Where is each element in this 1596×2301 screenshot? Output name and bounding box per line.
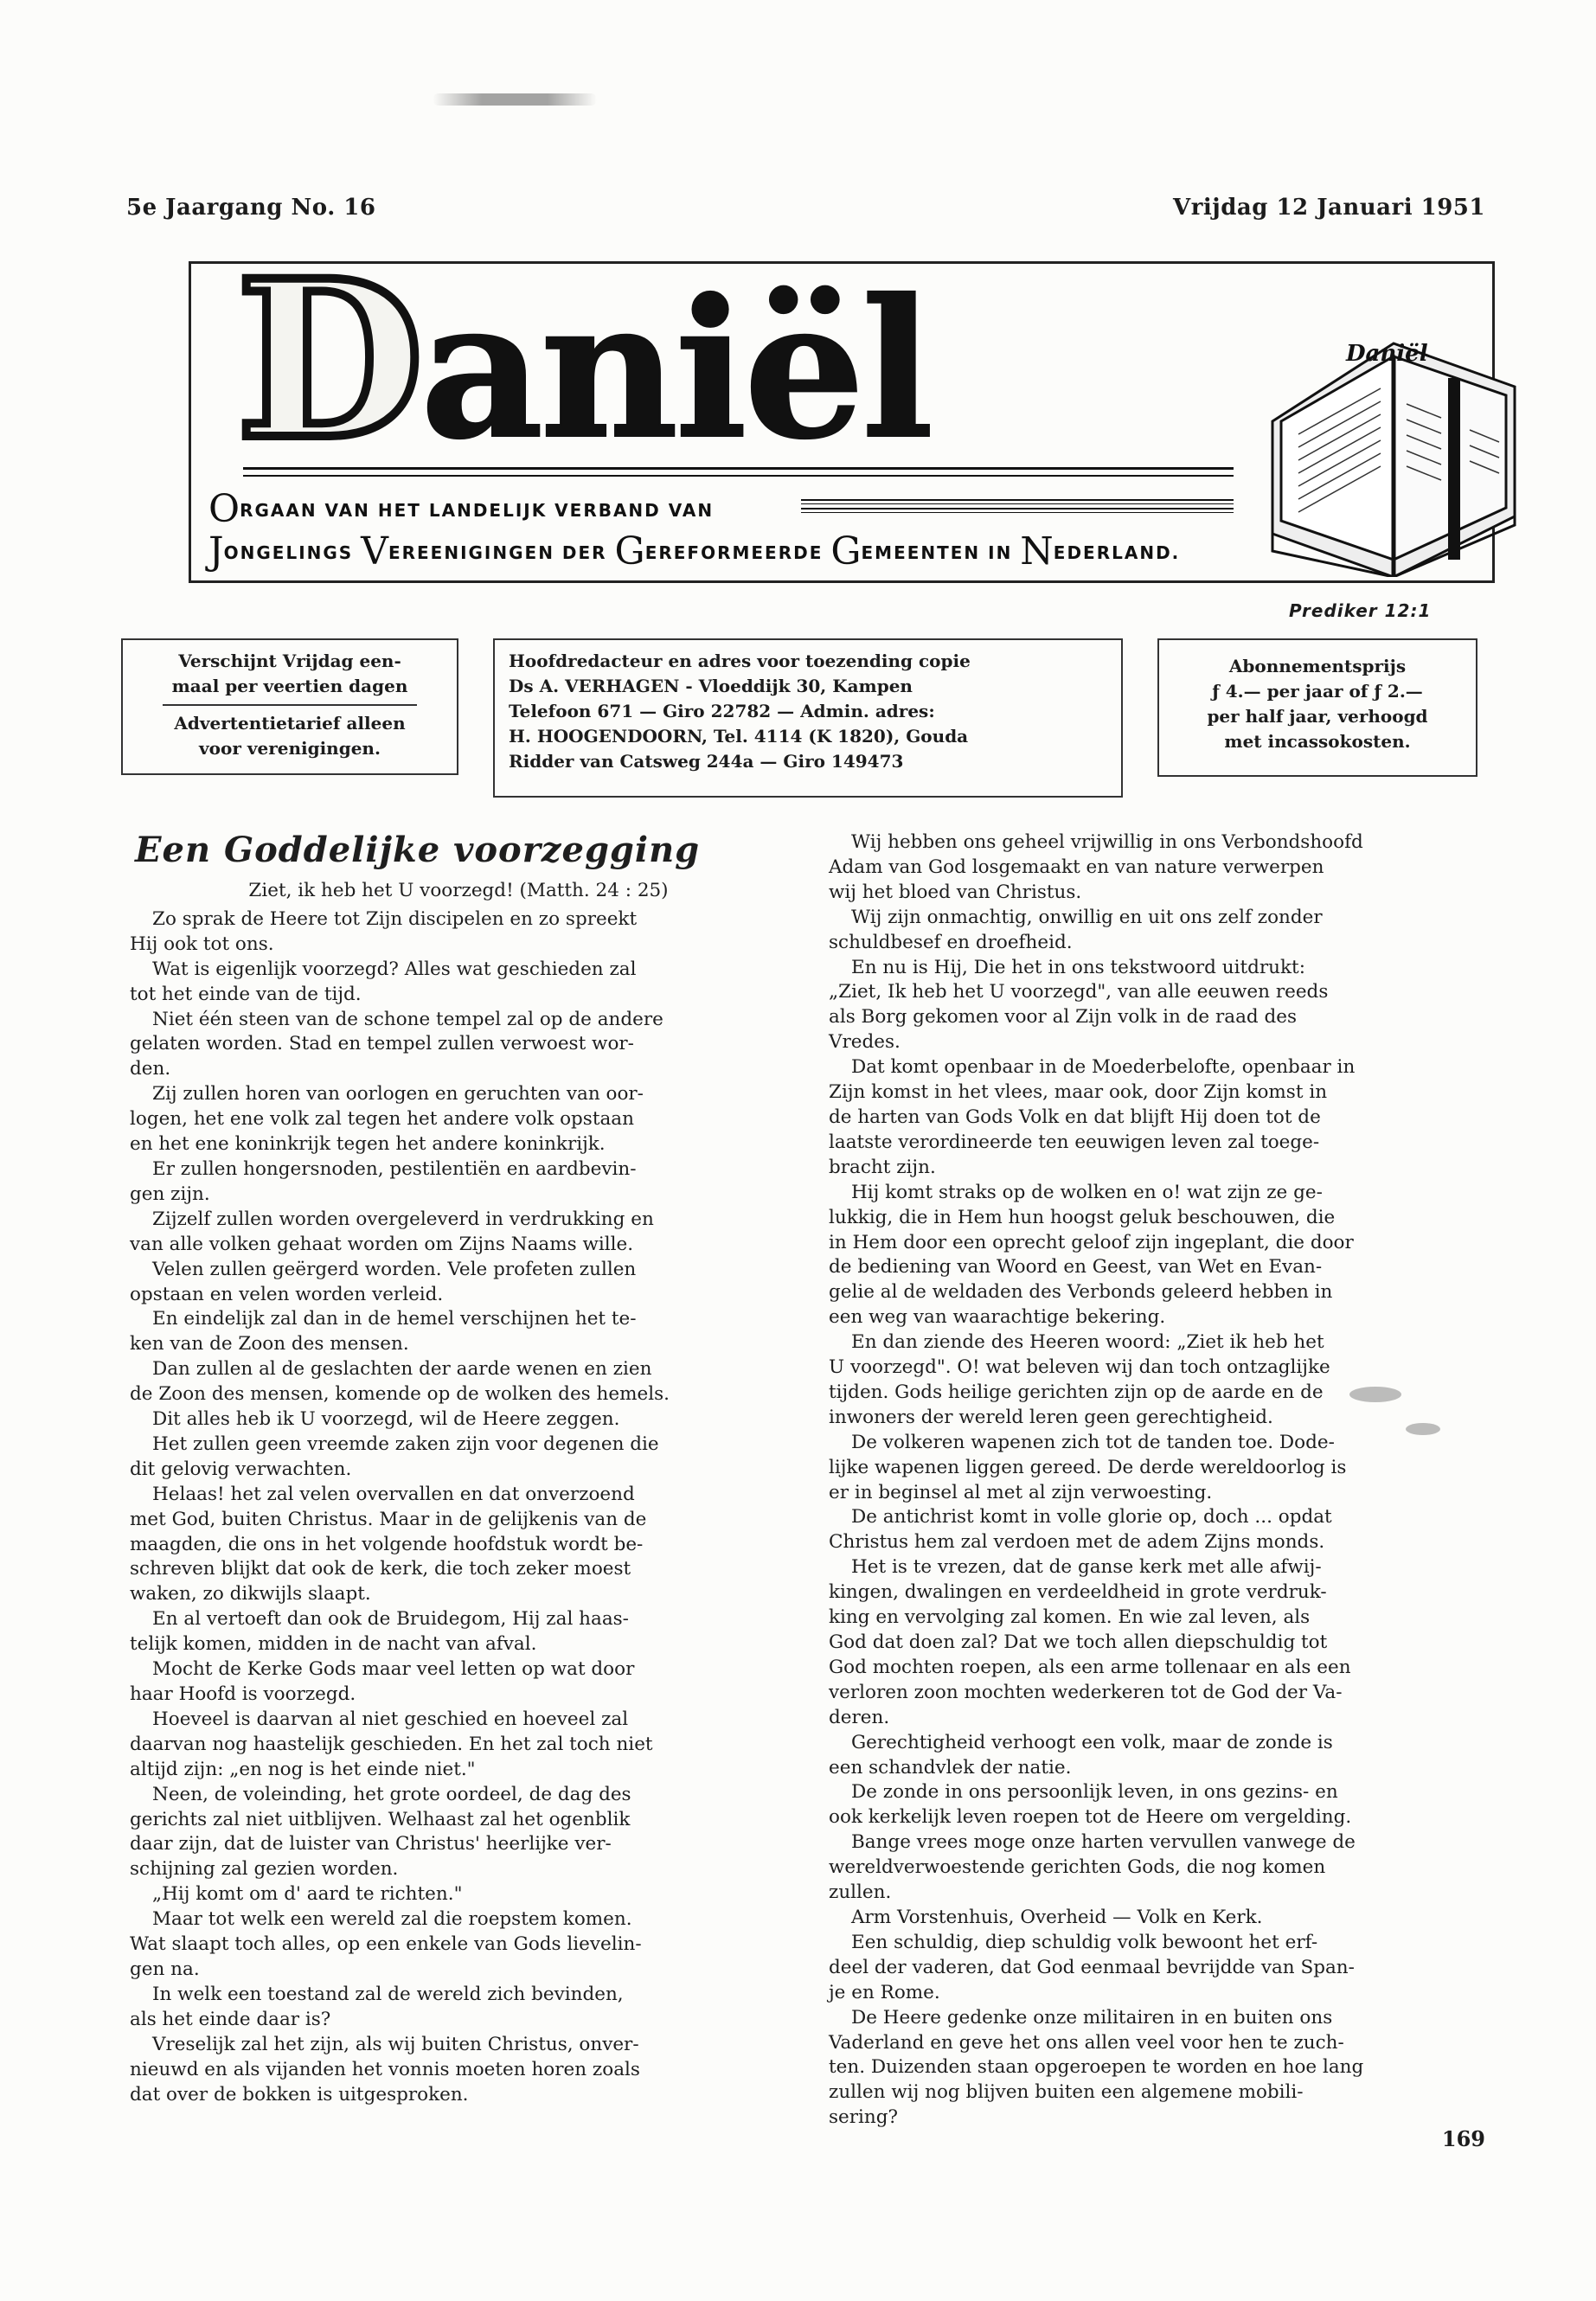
verse-reference: Prediker 12:1 [1289, 600, 1432, 621]
issue-date: Vrijdag 12 Januari 1951 [1173, 195, 1485, 221]
editorial-line: Telefoon 671 — Giro 22782 — Admin. adres: [509, 701, 935, 721]
paragraph: En dan ziende des Heeren woord: „Ziet ik heb het U voorzegd". O! wat beleven wij dan toch ontzaglijke tijden. Gods heilige gerichten zijn op de aarde en de inwoners der wereld leren geen gerechtigheid. [829, 1331, 1330, 1428]
page-number: 169 [1441, 2126, 1485, 2151]
subtitle-rule [801, 499, 1234, 504]
paragraph: Wat is eigenlijk voorzegd? Alles wat geschieden zal tot het einde van de tijd. [130, 958, 637, 1005]
paragraph: Hij komt straks op de wolken en o! wat zijn ze ge- lukkig, die in Hem hun hoogst geluk beschouwen, die in Hem door een oprecht geloof zijn ingeplant, die door de bediening van Woord en Geest, van Wet en Evan- gelie al de weldaden des Verbonds geleerd hebben in een weg van waarachtige bekering. [829, 1181, 1354, 1329]
paragraph: De volkeren wapenen zich tot de tanden toe. Dode- lijke wapenen liggen gereed. De derde wereldoorlog is er in beginsel al met al zijn verwoesting. [829, 1431, 1347, 1503]
box-rule [163, 704, 417, 706]
ink-smudge [1349, 1387, 1401, 1402]
bible-book-icon [1264, 292, 1523, 577]
subtitle-line-1: ORGAAN VAN HET LANDELIJK VERBAND VAN [208, 487, 715, 531]
paragraph: Velen zullen geërgerd worden. Vele profeten zullen opstaan en velen worden verleid. [130, 1258, 637, 1305]
paragraph: Wij hebben ons geheel vrijwillig in ons Verbondshoofd Adam van God losgemaakt en van nature verwerpen wij het bloed van Christus. [829, 831, 1363, 903]
paragraph: Gerechtigheid verhoogt een volk, maar de zonde is een schandvlek der natie. [829, 1731, 1333, 1779]
paragraph: Neen, de voleinding, het grote oordeel, de dag des gerichts zal niet uitblijven. Welhaast zal het ogenblik daar zijn, dat de luister van Christus' heerlijke ver- schijning zal gezien worden. [130, 1783, 631, 1881]
editorial-line: Ridder van Catsweg 244a — Giro 149473 [509, 751, 904, 772]
logo-rule [243, 467, 1234, 477]
masthead [189, 233, 1495, 583]
paragraph: Bange vrees moge onze harten vervullen vanwege de wereldverwoestende gerichten Gods, die nog komen zullen. [829, 1831, 1356, 1904]
editorial-info-box [493, 638, 1123, 798]
paragraph: Vreselijk zal het zijn, als wij buiten Christus, onver- nieuwd en als vijanden het vonnis moeten horen zoals dat over de bokken is uitgesproken. [130, 2033, 640, 2106]
advertising-info: Advertentietarief alleen voor verenigingen. [174, 713, 406, 759]
paragraph: Er zullen hongersnoden, pestilentiën en aardbevin- gen zijn. [130, 1157, 637, 1205]
scan-mark [433, 93, 597, 106]
paragraph: Zo sprak de Heere tot Zijn discipelen en zo spreekt Hij ook tot ons. [130, 907, 638, 955]
subtitle-rule-2 [801, 508, 1234, 513]
paragraph: Hoeveel is daarvan al niet geschied en hoeveel zal daarvan nog haastelijk geschieden. En het zal toch niet altijd zijn: „en nog is het einde niet." [130, 1708, 653, 1780]
paragraph: De Heere gedenke onze militairen in en buiten ons Vaderland en geve het ons allen veel voor hen te zuch- ten. Duizenden staan opgeroepen te worden en hoe lang zullen wij nog blijven buiten een algemene mobili- sering? [829, 2006, 1364, 2129]
paragraph: De zonde in ons persoonlijk leven, in ons gezins- en ook kerkelijk leven roepen tot de Heere om vergelding. [829, 1781, 1352, 1829]
paragraph: Maar tot welk een wereld zal die roepstem komen. Wat slaapt toch alles, op een enkele van Gods lievelin- gen na. [130, 1908, 642, 1980]
paragraph: Dit alles heb ik U voorzegd, wil de Heere zeggen. [152, 1408, 620, 1431]
paragraph: Arm Vorstenhuis, Overheid — Volk en Kerk. [851, 1906, 1263, 1928]
publication-info-box [121, 638, 458, 775]
book-title: Daniël [1346, 341, 1428, 367]
paragraph: Wij zijn onmachtig, onwillig en uit ons zelf zonder schuldbesef en droefheid. [829, 906, 1323, 953]
paragraph: Een schuldig, diep schuldig volk bewoont het erf- deel der vaderen, dat God eenmaal bevrijdde van Span- je en Rome. [829, 1931, 1355, 2003]
subscription-heading: Abonnementsprijs [1228, 656, 1407, 676]
paragraph: In welk een toestand zal de wereld zich bevinden, als het einde daar is? [130, 1983, 624, 2030]
subscription-price: ƒ 4.— per jaar of ƒ 2.— per half jaar, verhoogd met incassokosten. [1207, 681, 1428, 752]
subtitle-line-2: JONGELINGS VEREENIGINGEN DER GEREFORMEERDE GEMEENTEN IN NEDERLAND. [208, 529, 1181, 574]
paragraph: Zijzelf zullen worden overgeleverd in verdrukking en van alle volken gehaat worden om Zijns Naams wille. [130, 1208, 654, 1255]
issue-number: 5e Jaargang No. 16 [126, 195, 376, 221]
paragraph: De antichrist komt in volle glorie op, doch ... opdat Christus hem zal verdoen met de adem Zijns monds. [829, 1506, 1332, 1554]
logo-initial: D [236, 233, 420, 487]
paragraph: En eindelijk zal dan in de hemel verschijnen het te- ken van de Zoon des mensen. [130, 1308, 637, 1356]
paragraph: Niet één steen van de schone tempel zal op de andere gelaten worden. Stad en tempel zullen verwoest wor- den. [130, 1008, 663, 1080]
article-column-left [130, 830, 787, 2107]
paragraph: Zij zullen horen van oorlogen en geruchten van oor- logen, het ene volk zal tegen het andere volk opstaan en het ene koninkrijk tegen het andere koninkrijk. [130, 1083, 644, 1156]
article-motto: Ziet, ik heb het U voorzegd! (Matth. 24 : 25) [248, 880, 669, 901]
paragraph: Dan zullen al de geslachten der aarde wenen en zien de Zoon des mensen, komende op de wolken des hemels. [130, 1358, 670, 1406]
logo-rest: aniël [420, 257, 931, 481]
paragraph: Dat komt openbaar in de Moederbelofte, openbaar in Zijn komst in het vlees, maar ook, door Zijn komst in de harten van Gods Volk en dat blijft Hij doen tot de laatste verordineerde ten eeuwigen leven zal toege- bracht zijn. [829, 1056, 1356, 1178]
article-column-right [829, 830, 1486, 2131]
paragraph: En nu is Hij, Die het in ons tekstwoord uitdrukt: „Ziet, Ik heb het U voorzegd", van alle eeuwen reeds als Borg gekomen voor al Zijn volk in de raad des Vredes. [829, 956, 1329, 1054]
paragraph: En al vertoeft dan ook de Bruidegom, Hij zal haas- telijk komen, midden in de nacht van afval. [130, 1608, 629, 1656]
paragraph: Het is te vrezen, dat de ganse kerk met alle afwij- kingen, dwalingen en verdeeldheid in grote verdruk- king en vervolging zal komen. En wie zal leven, als God dat doen zal? Dat we toch allen diepschuldig tot God mochten roepen, als een arme tollenaar en als een verloren zoon mochten wederkeren tot de God der Va- deren. [829, 1556, 1351, 1728]
paragraph: „Hij komt om d' aard te richten." [152, 1883, 463, 1906]
ink-smudge [1406, 1423, 1440, 1435]
article-title: Een Goddelijke voorzegging [135, 830, 701, 870]
paragraph: Het zullen geen vreemde zaken zijn voor degenen die dit gelovig verwachten. [130, 1433, 659, 1480]
publication-frequency: Verschijnt Vrijdag een- maal per veertien dagen [171, 651, 408, 696]
paragraph: Mocht de Kerke Gods maar veel letten op wat door haar Hoofd is voorzegd. [130, 1658, 635, 1705]
editorial-line: Hoofdredacteur en adres voor toezending copie [509, 651, 971, 671]
editorial-line: Ds A. VERHAGEN - Vloeddijk 30, Kampen [509, 676, 913, 696]
editorial-line: H. HOOGENDOORN, Tel. 4114 (K 1820), Gouda [509, 726, 969, 747]
masthead-logo [236, 233, 931, 487]
paragraph: Helaas! het zal velen overvallen en dat onverzoend met God, buiten Christus. Maar in de gelijkenis van de maagden, die ons in het volgende hoofdstuk wordt be- schreven blijkt dat ook de kerk, die toch zeker moest waken, zo dikwijls slaapt. [130, 1483, 647, 1606]
subscription-info-box [1157, 638, 1477, 777]
